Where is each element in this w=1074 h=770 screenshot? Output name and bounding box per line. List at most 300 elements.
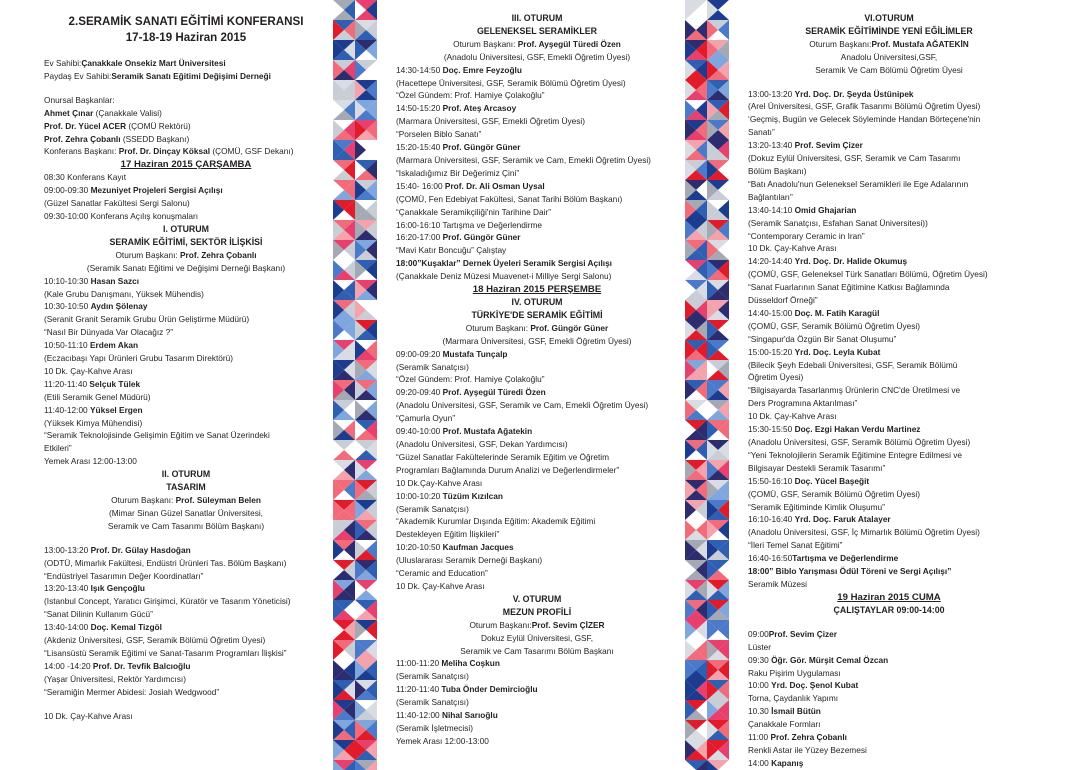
text: “Singapur'da Özgün Bir Sanat Oluşumu” [748,333,897,344]
program-line [396,490,678,503]
program-line [748,178,1030,191]
bold-text: Prof. Ayşegül Türedi Özen [442,387,546,398]
text: 16:00-16:10 Tartışma ve Değerlendirme [396,219,543,230]
text: 18 Haziran 2015 PERŞEMBE [472,284,602,296]
text: TÜRKİYE'DE SERAMİK EĞİTİMİ [471,309,603,320]
text: 10 Dk. Çay-Kahve Arası [44,365,133,376]
program-line [44,107,328,120]
text: “Contemporary Ceramic in Iran” [748,230,865,241]
bold-text: Prof. Mustafa Ağatekin [442,426,533,437]
session-chair-line [44,249,328,262]
program-line [748,294,1030,307]
text: “Nasıl Bir Dünyada Var Olacağız ?” [44,327,173,338]
program-line [44,145,328,158]
text: Ev Sahibi: [44,58,82,68]
text: 13:20-13:40 [44,583,91,594]
program-line [44,300,328,313]
program-line [396,399,678,412]
text: (Seramik Sanatçısı) [396,503,469,514]
text: (Eczacıbaşı Yapı Ürünleri Grubu Tasarım Direktörü) [44,353,234,364]
text: 11:20-11:40 [396,684,442,695]
text: (Anadolu Üniversitesi, GSF, Seramik ve Cam, Emekli Öğretim Üyesi) [396,400,649,411]
program-line [44,197,328,210]
program-line [748,526,1030,539]
program-line [748,436,1030,449]
text: Ders Programına Aktarılması” [748,398,858,409]
text: 10:30-10:50 [44,301,91,312]
text: (ÇOMÜ Rektörü) [126,120,191,131]
program-line [748,449,1030,462]
program-line [396,348,678,361]
text: TASARIM [166,482,206,493]
session-chair-line [396,38,678,51]
bold-text: Doç. Emre Feyzoğlu [442,64,522,75]
text: (Akdeniz Üniversitesi, GSF, Seramik Bölümü Öğretim Üyesi) [44,635,266,646]
program-line [748,757,1030,770]
program-line [748,307,1030,320]
program-line [748,488,1030,501]
text: (ÇOMÜ, GSF, Seramik Bölümü Öğretim Üyesi) [748,320,920,331]
text: 10 Dk. Çay-Kahve Arası [748,243,837,254]
program-line [44,339,328,352]
text: Torna, Çaydanlık Yapımı [748,693,839,704]
program-line [396,180,678,193]
bold-text: İsmail Bütün [771,706,821,717]
text: 14:00 [748,757,772,768]
text: “İleri Temel Sanat Eğitimi” [748,540,843,551]
program-line [748,565,1030,578]
program-line [396,386,678,399]
text: 09:00-09:30 [44,185,91,196]
program-line [396,580,678,593]
text: I. OTURUM [163,223,209,234]
text: (ODTÜ, Mimarlık Fakültesi, Endüstri Ürünleri Tas. Bölüm Başkanı) [44,557,287,568]
session-heading [396,593,678,606]
text: Çanakkale Formları [748,719,821,730]
bold-text: Prof. Dr. Tevfik Balcıoğlu [92,660,191,671]
program-line [396,464,678,477]
bold-text: Tüzüm Kızılcan [442,490,503,501]
text: (Güzel Sanatlar Fakültesi Sergi Salonu) [44,198,190,209]
bold-text: Seramik Sanatı Eğitimi Değişimi Derneği [111,70,271,81]
program-line [396,696,678,709]
text: 10 Dk.Çay-Kahve Arası [396,477,483,488]
text: GELENEKSEL SERAMİKLER [476,25,598,36]
program-line [44,57,328,70]
program-line [748,371,1030,384]
program-line [748,654,1030,667]
conference-title [44,14,328,30]
text: 14:20-14:40 [748,256,795,267]
text: 15:30-15:50 [748,424,795,435]
text: (ÇOMÜ, Fen Edebiyat Fakültesi, Sanat Tarihi Bölüm Başkanı) [396,193,623,204]
text: (Yüksek Kimya Mühendisi) [44,417,143,428]
session-heading [396,606,678,619]
text: 08:30 Konferans Kayıt [44,172,127,183]
text: 16:10-16:40 [748,514,795,525]
text: 09:40-10:00 [396,426,443,437]
text: SERAMİK EĞİTİMİNDE YENİ EĞİLİMLER [805,25,973,36]
text: (Seramik İşletmecisi) [396,722,473,733]
text: (ÇOMÜ, GSF, Seramik Bölümü Öğretim Üyesi) [748,488,920,499]
bold-text: Tuba Önder Demircioğlu [441,684,538,695]
text: Bölüm Başkanı) [748,165,807,176]
text: Etkileri” [44,443,72,454]
bold-text: Tartışma ve Değerlendirme [792,553,899,564]
text: (Seranit Granit Seramik Grubu Ürün Geliştirme Müdürü) [44,314,250,325]
program-line [44,133,328,146]
program-line [396,567,678,580]
bold-text: Prof. Sevim Çizer [768,628,838,639]
text: Bağlantıları” [748,191,793,202]
bold-text: Omid Ghajarian [794,204,857,215]
session-heading [396,309,678,322]
program-line [748,268,1030,281]
program-line [748,718,1030,731]
text: “Çanakkale Seramikçiliği'nin Tarihine Dair” [396,206,551,217]
bold-text: 18:00” Biblo Yarışması Ödül Töreni ve Sergi Açılışı” [748,566,952,577]
text: 14:00 -14:20 [44,660,93,671]
bold-text: 18:00”Kuşaklar” Dernek Üyeleri Seramik Sergisi Açılışı [396,258,612,269]
text: 13:40-14:00 [44,622,91,633]
text: 10:50-11:10 [44,340,90,351]
program-line [748,679,1030,692]
text: 15:50-16:10 [748,475,795,486]
text: (Dokuz Eylül Üniversitesi, GSF, Seramik ve Cam Tasarımı [748,153,961,164]
session-chair-line [748,38,1030,51]
bold-text: Kapanış [771,757,804,768]
text: 09:20-09:40 [396,387,443,398]
text: 09:00 [748,628,769,639]
bold-text: Doç. Yücel Başeğit [794,475,870,486]
text: SERAMİK EĞİTİMİ, SEKTÖR İLİŞKİSİ [109,236,263,247]
bold-text: Doç. M. Fatih Karagül [794,307,880,318]
bold-text: Prof. Sevim ÇİZER [531,619,605,630]
text: MEZUN PROFİLİ [502,606,572,617]
text: ÇALIŞTAYLAR 09:00-14:00 [833,604,945,615]
program-line [396,541,678,554]
bold-text: Prof. Zehra Çobanlı [44,133,121,144]
text: 13:20-13:40 [748,140,795,151]
bold-text: Prof. Dr. Ali Osman Uysal [444,180,545,191]
program-line [748,217,1030,230]
program-line [44,352,328,365]
text: 14:50-15:20 [396,103,443,114]
text: “Endüstriyel Tasarımın Değer Koordinatları” [44,570,204,581]
bold-text: Prof. Ayşegül Türedi Özen [517,38,621,49]
text: (Anadolu Üniversitesi, GSF, Emekli Öğretim Üyesi) [443,51,631,62]
text: III. OTURUM [511,13,563,23]
text: IV. OTURUM [511,297,563,308]
program-line [396,128,678,141]
program-line [44,710,328,723]
session-heading [44,481,328,494]
text: 11:40-12:00 [44,404,90,415]
text: “Özel Gündem: Prof. Hamiye Çolakoğlu” [396,374,545,385]
text: (Çanakkale Deniz Müzesi Muavenet-i Milliye Sergi Salonu) [396,271,612,282]
program-line [748,320,1030,333]
program-line [396,193,678,206]
program-line [396,89,678,102]
bold-text: Çanakkale Onsekiz Mart Üniversitesi [81,58,226,68]
program-line [396,657,678,670]
text: (Bilecik Şeyh Edebali Üniversitesi, GSF, Seramik Bölümü [748,359,958,370]
program-line [396,670,678,683]
bold-text: Aydın Şölenay [90,301,148,312]
program-line [748,552,1030,565]
program-line [44,544,328,557]
program-line [396,722,678,735]
program-line [748,100,1030,113]
session-heading [396,12,678,25]
text: 15:40- 16:00 [396,180,445,191]
program-line [44,275,328,288]
text: “Akademik Kurumlar Dışında Eğitim: Akademik Eğitimi [396,516,596,527]
program-line [748,230,1030,243]
text: 10:00-10:20 [396,490,443,501]
program-line [748,165,1030,178]
program-line [44,621,328,634]
bold-text: Prof. Dr. Yücel ACER [44,120,127,131]
text: 13:00-13:20 [44,544,91,555]
spacer [748,617,1030,628]
program-line [748,744,1030,757]
text: Öğretim Üyesi) [748,372,804,383]
program-line [748,513,1030,526]
program-line [748,346,1030,359]
session-chair-line [748,64,1030,77]
bold-text: Yrd. Doç. Dr. Şeyda Üstünipek [794,88,914,99]
bold-text: Yrd. Doç. Leyla Kubat [794,346,881,357]
text: (Anadolu Üniversitesi, GSF, Dekan Yardımcısı) [396,439,568,449]
text: “Özel Gündem: Prof. Hamiye Çolakoğlu” [396,90,545,101]
program-line [396,438,678,451]
text: 16:40-16:50 [748,553,793,564]
bold-text: Kaufman Jacques [442,542,514,553]
program-line [396,451,678,464]
text: Oturum Başkanı: [453,38,518,49]
text: Programları Bağlamında Durum Analizi ve Değerlendirmeler” [396,464,620,475]
session-chair-line [396,51,678,64]
session-heading [44,236,328,249]
program-line [396,528,678,541]
text: 15:00-15:20 [748,346,795,357]
program-line [748,359,1030,372]
program-line [44,417,328,430]
program-line [396,412,678,425]
program-line [44,70,328,83]
bold-text: Yrd. Doç. Dr. Halide Okumuş [794,256,908,267]
program-line [748,731,1030,744]
day-heading [44,158,328,171]
text: Seramik Ve Cam Bölümü Öğretim Üyesi [815,64,963,75]
bold-text: Erdem Akan [89,340,139,351]
text: Raku Pişirim Uygulaması [748,667,841,678]
program-line [396,231,678,244]
program-line [748,191,1030,204]
bold-text: Prof. Güngör Güner [442,142,521,153]
text: II. OTURUM [161,469,211,480]
program-line [44,634,328,647]
program-line [44,404,328,417]
bold-text: Prof. Zehra Çobanlı [770,732,847,743]
text: 17 Haziran 2015 ÇARŞAMBA [120,159,252,171]
program-line [44,660,328,673]
session-chair-line [396,619,678,632]
spacer [44,83,328,94]
text: (Arel Üniversitesi, GSF, Grafik Tasarımı Bölümü Öğretim Üyesi) [748,101,981,112]
program-line [396,154,678,167]
program-line [748,641,1030,654]
bold-text: Yrd. Doç. Faruk Atalayer [794,514,891,525]
text: “Bilgisayarda Tasarlanmış Ürünlerin CNC'de Üretilmesi ve [748,385,961,396]
program-line [748,423,1030,436]
program-line [748,462,1030,475]
spacer [44,46,328,57]
text: (Anadolu Üniversitesi, GSF, Seramik Bölümü Öğretim Üyesi) [748,437,971,447]
text: (Marmara Üniversitesi, GSF, Emekli Öğretim Üyesi) [442,335,632,346]
program-line [44,120,328,133]
text: “Güzel Sanatlar Fakültelerinde Seramik Eğitim ve Öğretim [396,451,610,462]
text: 11:00-11:20 [396,658,442,669]
text: (Etili Seramik Genel Müdürü) [44,391,151,402]
program-line [44,647,328,660]
program-line [748,242,1030,255]
session-heading [748,12,1030,25]
bold-text: Prof. Sevim Çizer [794,140,863,151]
text: 10:00 [748,680,772,691]
text: (Marmara Üniversitesi, GSF, Emekli Öğretim Üyesi) [396,116,586,127]
program-line [396,270,678,283]
text: (Uluslararası Seramik Derneği Başkanı) [396,555,543,566]
text: (Seramik Sanatçısı) [396,361,469,372]
text: 09:30-10:00 Konferans Açılış konuşmaları [44,211,199,222]
text: VI.OTURUM [864,13,914,23]
text: 10 Dk. Çay-Kahve Arası [396,580,485,591]
program-line [748,113,1030,126]
program-line [44,313,328,326]
bold-text: Selçuk Tülek [89,378,141,389]
program-line [396,373,678,386]
column-right [748,12,1030,770]
program-line [44,570,328,583]
program-line [748,139,1030,152]
session-heading [396,296,678,309]
bold-text: Ahmet Çınar [44,107,94,118]
text: 19 Haziran 2015 CUMA [837,591,941,603]
bold-text: Mustafa Tunçalp [442,348,508,359]
program-line [396,735,678,748]
text: 10.30 [748,706,772,717]
bold-text: Doç. Kemal Tizgöl [90,622,162,633]
text: Düsseldorf Örneği” [748,295,818,306]
program-line [748,333,1030,346]
session-chair-line [44,520,328,533]
text: 11:00 [748,732,771,743]
program-line [44,673,328,686]
session-chair-line [44,507,328,520]
text: (Seramik Sanatı Eğitimi ve Değişimi Derneği Başkanı) [86,262,286,273]
bold-text: Hasan Sazcı [90,275,140,286]
program-line [396,244,678,257]
text: 13:40-14:10 [748,204,795,215]
program-line [748,667,1030,680]
text: “Seramik Teknolojisinde Gelişimin Eğitim ve Sanat Üzerindeki [44,430,270,441]
program-line [396,206,678,219]
program-line [748,501,1030,514]
text: Seramik ve Cam Tasarımı Bölüm Başkanı [460,645,614,656]
bold-text: Işık Gençoğlu [90,583,145,594]
text: (Kale Grubu Danışmanı, Yüksek Mühendis) [44,288,204,299]
session-heading [44,468,328,481]
bold-text: Meliha Coşkun [441,658,500,669]
text: Seramik ve Cam Tasarımı Bölüm Başkanı) [107,520,265,531]
program-line [44,184,328,197]
program-line [44,582,328,595]
text: (Hacettepe Üniversitesi, GSF, Seramik Bölümü Öğretim Üyesi) [396,77,626,88]
program-line [44,365,328,378]
text: 14:40-15:00 [748,307,795,318]
text: 17-18-19 Haziran 2015 [125,31,247,44]
text: 14:30-14:50 [396,64,443,75]
text: 09:00-09:20 [396,348,443,359]
text: 10:20-10:50 [396,542,443,553]
text: Destekleyen Eğitim İlişkileri” [396,529,500,540]
program-line [748,255,1030,268]
program-line [748,475,1030,488]
text: Oturum Başkanı: [465,322,531,333]
text: Lüster [748,641,772,652]
day-heading [396,283,678,296]
text: Oturum Başkanı: [115,249,181,260]
program-line [748,204,1030,217]
bold-text: Prof. Zehra Çobanlı [180,249,257,260]
program-line [748,692,1030,705]
bold-text: Yrd. Doç. Şenol Kubat [771,680,859,691]
session-heading [396,25,678,38]
session-chair-line [396,322,678,335]
conference-title [44,30,328,46]
text: Paydaş Ev Sahibi: [44,70,112,81]
bold-text: Prof. Ateş Arcasoy [442,103,517,114]
text: “Mavi Katır Boncuğu” Çalıştay [396,245,507,256]
spacer [44,699,328,710]
text: (ÇOMÜ, GSF Dekanı) [210,146,294,157]
session-chair-line [748,51,1030,64]
text: (Anadolu Üniversitesi, GSF, İç Mimarlık Bölümü Öğretim Üyesi) [748,527,980,538]
program-line [748,152,1030,165]
program-line [44,210,328,223]
spacer [748,77,1030,88]
program-line [396,361,678,374]
column-left [44,14,328,723]
program-line [748,578,1030,591]
text: Sanatı” [748,127,775,138]
program-line [44,429,328,442]
program-line [748,705,1030,718]
text: “Sanat Fuarlarının Sanat Eğitimine Katkısı Bağlamında [748,282,950,293]
program-line [44,557,328,570]
program-line [44,595,328,608]
session-chair-line [44,262,328,275]
program-line [748,88,1030,101]
program-line [396,141,678,154]
program-line [44,442,328,455]
text: Onursal Başkanlar: [44,94,115,105]
program-line [44,171,328,184]
program-line [396,64,678,77]
text: “Çamurla Oyun” [396,413,456,424]
